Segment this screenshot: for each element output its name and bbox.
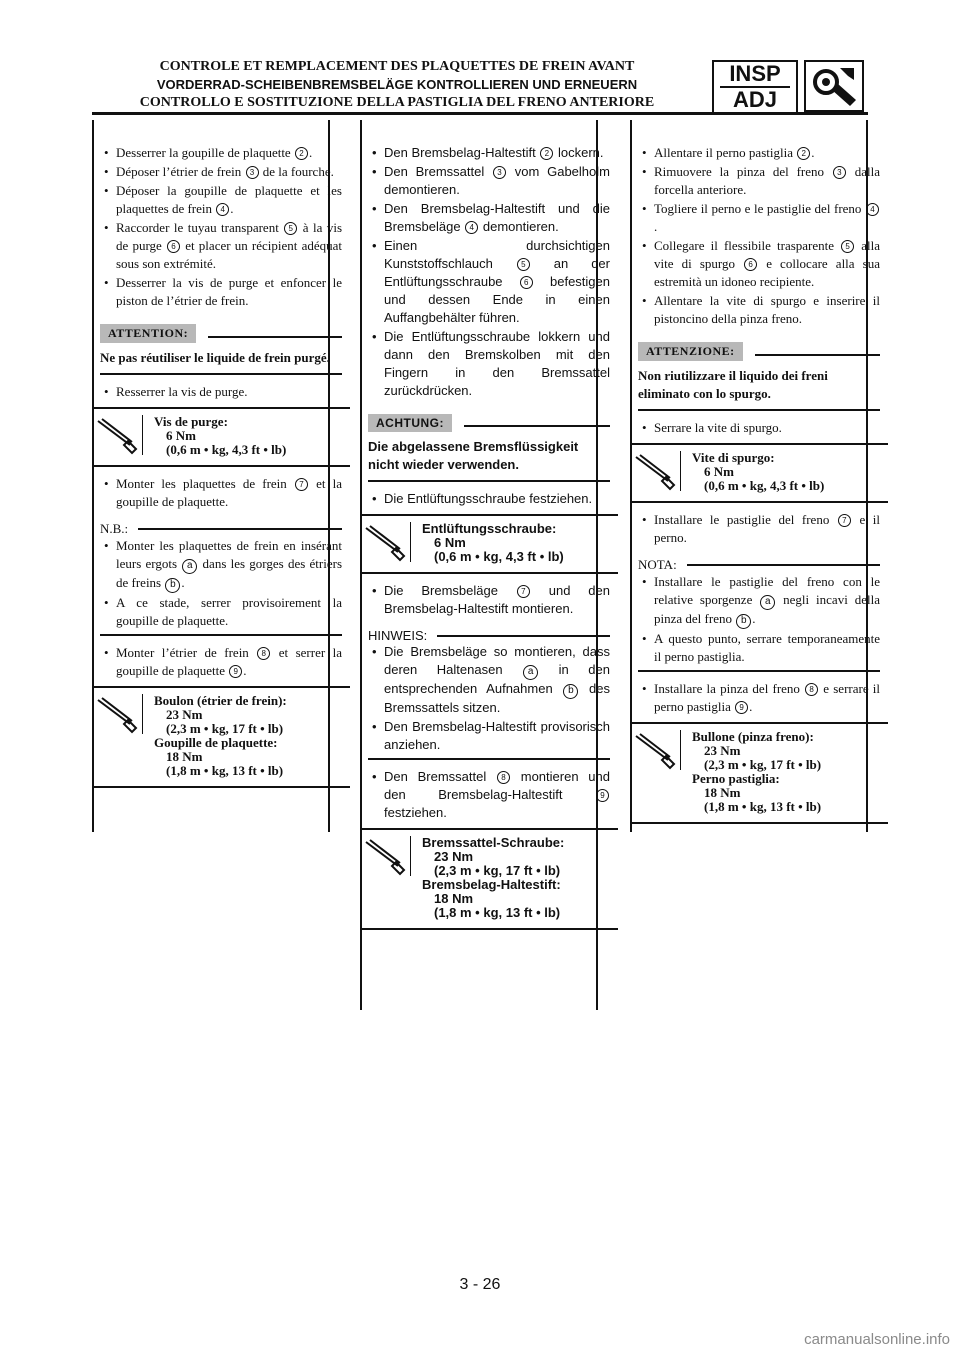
column-german (368, 144, 610, 938)
it-torque-caliper-value: 23 Nm (704, 743, 741, 758)
fr-torque-caliper-value: 23 Nm (166, 707, 203, 722)
fr-steps-1 (100, 144, 342, 310)
badge-bottom-text: ADJ (732, 87, 777, 112)
de-note (368, 628, 610, 760)
torque-wrench-icon (92, 415, 143, 455)
page-header (96, 58, 698, 112)
fr-torque-purge-conv: (0,6 m • kg, 4,3 ft • lb) (166, 442, 287, 457)
fr-note-1: • Monter les plaquettes de frein en insérant leurs ergots a dans les gorges des étriers de freins b . (100, 537, 342, 593)
de-torque-caliper-value: 23 Nm (434, 849, 474, 864)
de-torque-caliper (360, 828, 618, 930)
watermark: carmanualsonline.info (804, 1331, 950, 1348)
fr-torque-purge-value: 6 Nm (166, 428, 196, 443)
torque-wrench-icon (360, 836, 411, 876)
de-warning-label: ACHTUNG: (368, 414, 452, 432)
badge-top-text: INSP (729, 61, 781, 86)
de-warning-text: Die abgelassene Bremsflüssigkeit nicht wieder verwenden. (368, 438, 610, 482)
fr-note (100, 521, 342, 636)
it-torque-caliper (630, 722, 888, 824)
it-step-2: • Rimuovere la pinza del freno 3 dalla forcella anteriore. (638, 163, 880, 199)
de-note-1: • Die Bremsbeläge so montieren, dass deren Haltenasen a in den entsprechenden Aufnahmen b des Bremssattels sitzen. (368, 643, 610, 717)
wrench-icon (804, 60, 864, 112)
fr-torque-purge-name: Vis de purge: (154, 414, 228, 429)
header-rule (92, 112, 868, 115)
it-note (638, 557, 880, 672)
it-step-1: • Allentare il perno pastiglia 2 . (638, 144, 880, 162)
de-step-1: • Den Bremsbelag-Haltestift 2 lockern. (368, 144, 610, 162)
de-step-5: • Die Entlüftungsschraube lokkern und dann den Bremskolben mit den Fingern in den Bremssattel zurückdrücken. (368, 328, 610, 400)
page-number: 3 - 26 (459, 1276, 501, 1293)
torque-wrench-icon (92, 694, 143, 734)
it-torque-purge (630, 443, 888, 503)
it-torque-caliper-conv: (2,3 m • kg, 17 ft • lb) (704, 757, 822, 772)
de-step-2: • Den Bremssattel 3 vom Gabelholm demontieren. (368, 163, 610, 199)
header-title-de: VORDERRAD-SCHEIBENBREMSBELÄGE KONTROLLIEREN UND ERNEUERN (156, 77, 638, 92)
it-step-7: • Installare le pastiglie del freno 7 e il perno. (638, 511, 880, 547)
fr-step-1: • Desserrer la goupille de plaquette 2 . (100, 144, 342, 162)
it-warning-text: Non riutilizzare il liquido dei freni eliminato con lo spurgo. (638, 367, 880, 411)
fr-step-2: • Déposer l’étrier de frein 3 de la fourche. (100, 163, 342, 181)
fr-torque-pin-value: 18 Nm (166, 749, 203, 764)
fr-torque-pin-conv: (1,8 m • kg, 13 ft • lb) (166, 763, 284, 778)
insp-adj-label (712, 60, 798, 114)
fr-step-3: • Déposer la goupille de plaquette et les plaquettes de frein 4 . (100, 182, 342, 218)
it-torque-purge-value: 6 Nm (704, 464, 734, 479)
it-step-3: • Togliere il perno e le pastiglie del freno 4. (638, 200, 880, 236)
it-warning (638, 342, 880, 411)
de-torque-pin-name: Bremsbelag-Haltestift: (422, 877, 561, 892)
de-torque-purge-name: Entlüftungsschraube: (422, 521, 557, 536)
de-note-label: HINWEIS: (368, 628, 428, 643)
de-step-8: • Den Bremssattel 8 montieren und den Bremsbelag-Haltestift 9 festziehen. (368, 768, 610, 822)
fr-torque-caliper (92, 686, 350, 788)
de-note-2: • Den Bremsbelag-Haltestift provisorisch anziehen. (368, 718, 610, 754)
it-note-1: • Installare le pastiglie del freno con le relative sporgenze a negli incavi della pinza del freno b . (638, 573, 880, 629)
de-torque-caliper-conv: (2,3 m • kg, 17 ft • lb) (434, 863, 561, 878)
fr-torque-purge (92, 407, 350, 467)
de-torque-pin-value: 18 Nm (434, 891, 474, 906)
fr-note-label: N.B.: (100, 521, 129, 536)
fr-note-2: • A ce stade, serrer provisoirement la goupille de plaquette. (100, 594, 342, 630)
de-warning (368, 414, 610, 482)
de-torque-caliper-name: Bremssattel-Schraube: (422, 835, 565, 850)
it-step-6: • Serrare la vite di spurgo. (638, 419, 880, 437)
fr-torque-caliper-conv: (2,3 m • kg, 17 ft • lb) (166, 721, 284, 736)
de-step-4: • Einen durchsichtigen Kunststoffschlauch 5 an der Entlüftungsschraube 6 befestigen und dessen Ende in einen Auffangbehälter führen. (368, 237, 610, 327)
fr-step-7: • Monter les plaquettes de frein 7 et la goupille de plaquette. (100, 475, 342, 511)
fr-torque-caliper-name: Boulon (étrier de frein): (154, 693, 287, 708)
it-note-2: • A questo punto, serrare temporaneamente il perno pastiglia. (638, 630, 880, 666)
de-step-3: • Den Bremsbelag-Haltestift und die Bremsbeläge 4 demontieren. (368, 200, 610, 236)
de-torque-pin-conv: (1,8 m • kg, 13 ft • lb) (434, 905, 561, 920)
header-title-it: CONTROLLO E SOSTITUZIONE DELLA PASTIGLIA DEL FRENO ANTERIORE (139, 95, 655, 110)
torque-wrench-icon (630, 451, 681, 491)
torque-wrench-icon (360, 522, 411, 562)
column-italian (638, 144, 880, 832)
fr-step-8: • Monter l’étrier de frein 8 et serrer la goupille de plaquette 9 . (100, 644, 342, 680)
it-step-8: • Installare la pinza del freno 8 e serrare il perno pastiglia 9 . (638, 680, 880, 716)
it-warning-label: ATTENZIONE: (638, 342, 743, 361)
it-step-5: • Allentare la vite di spurgo e inserire il pistoncino della pinza freno. (638, 292, 880, 328)
it-torque-purge-conv: (0,6 m • kg, 4,3 ft • lb) (704, 478, 825, 493)
de-step-6: • Die Entlüftungsschraube festziehen. (368, 490, 610, 508)
fr-torque-pin-name: Goupille de plaquette: (154, 735, 278, 750)
fr-warning-label: ATTENTION: (100, 324, 196, 343)
de-torque-purge-value: 6 Nm (434, 535, 466, 550)
it-torque-pin-value: 18 Nm (704, 785, 741, 800)
it-torque-pin-name: Perno pastiglia: (692, 771, 780, 786)
fr-step-6: • Resserrer la vis de purge. (100, 383, 342, 401)
it-torque-caliper-name: Bullone (pinza freno): (692, 729, 814, 744)
de-torque-purge (360, 514, 618, 574)
fr-step-4: • Raccorder le tuyau transparent 5 à la vis de purge 6 et placer un récipient adéquat sous son extrémité. (100, 219, 342, 273)
it-torque-pin-conv: (1,8 m • kg, 13 ft • lb) (704, 799, 822, 814)
de-torque-purge-conv: (0,6 m • kg, 4,3 ft • lb) (434, 549, 564, 564)
column-french (100, 144, 342, 796)
it-torque-purge-name: Vite di spurgo: (692, 450, 775, 465)
fr-warning-text: Ne pas réutiliser le liquide de frein purgé. (100, 349, 342, 375)
fr-step-5: • Desserrer la vis de purge et enfoncer le piston de l’étrier de frein. (100, 274, 342, 310)
fr-warning (100, 324, 342, 375)
it-note-label: NOTA: (638, 557, 677, 572)
torque-wrench-icon (630, 730, 681, 770)
de-step-7: • Die Bremsbeläge 7 und den Bremsbelag-Haltestift montieren. (368, 582, 610, 618)
it-step-4: • Collegare il flessibile trasparente 5 alla vite di spurgo 6 e collocare alla sua estremità un idoneo recipiente. (638, 237, 880, 291)
insp-adj-badge (712, 60, 866, 112)
header-title-fr: CONTROLE ET REMPLACEMENT DES PLAQUETTES DE FREIN AVANT (159, 59, 635, 74)
